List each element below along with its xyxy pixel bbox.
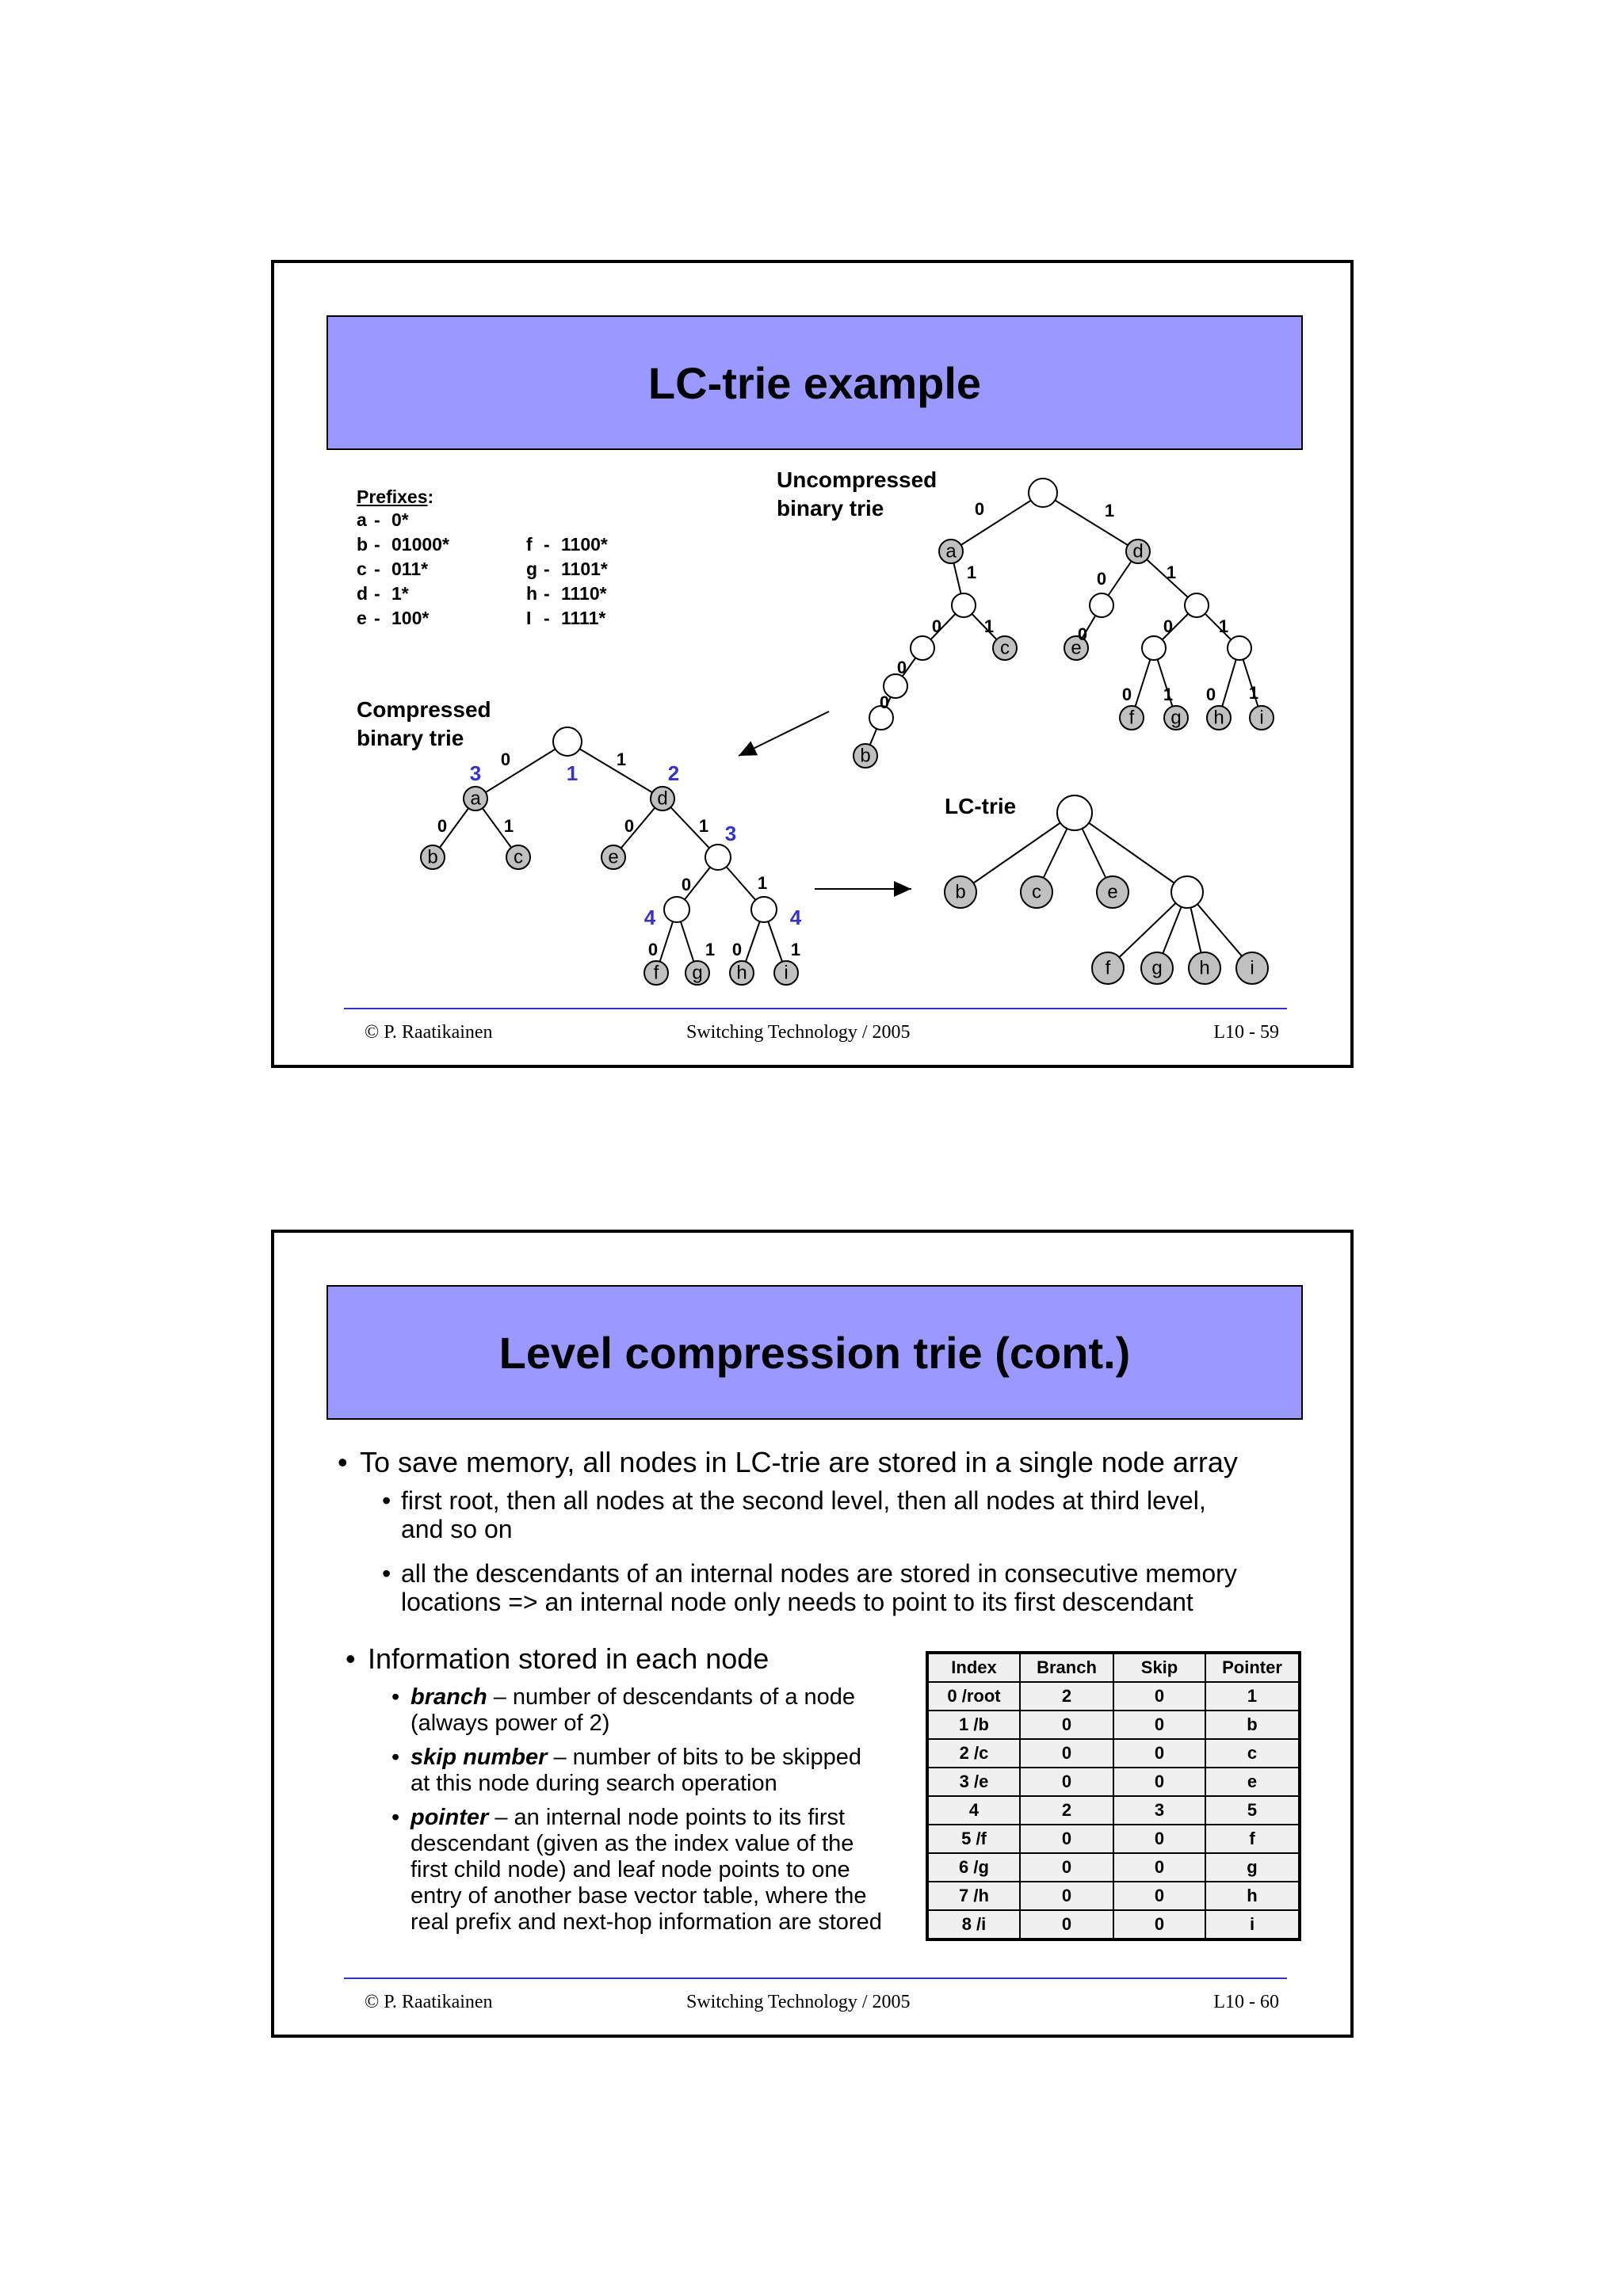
edge-label: 1 bbox=[705, 939, 716, 959]
prefix-sep: - bbox=[544, 534, 550, 555]
prefix-name: a bbox=[357, 509, 367, 530]
table-cell: 0 bbox=[1113, 1825, 1205, 1853]
prefix-value: 1* bbox=[391, 583, 409, 604]
leaf-node-label: b bbox=[860, 745, 871, 767]
leaf-node-label: b bbox=[955, 881, 966, 903]
table-row bbox=[927, 1768, 1300, 1796]
table-cell: 0 bbox=[1020, 1825, 1113, 1853]
prefix-name: d bbox=[357, 583, 369, 604]
internal-node bbox=[1142, 636, 1166, 660]
table-row bbox=[927, 1853, 1300, 1882]
leaf-node-label: c bbox=[1032, 881, 1041, 903]
prefix-value: 1101* bbox=[561, 559, 608, 579]
internal-node bbox=[553, 727, 582, 756]
internal-node bbox=[1185, 593, 1209, 617]
bullet-node-array: To save memory, all nodes in LC-trie are stored in a single node array bbox=[360, 1446, 1238, 1478]
prefix-sep: - bbox=[374, 534, 380, 555]
table-cell: 0 bbox=[1113, 1682, 1205, 1711]
prefix-header: Prefixes: bbox=[357, 486, 434, 507]
table-cell: 5 /f bbox=[927, 1825, 1020, 1853]
bullet-marker: • bbox=[338, 1446, 348, 1478]
table-cell: b bbox=[1205, 1711, 1300, 1739]
table-cell: 0 bbox=[1113, 1910, 1205, 1939]
table-cell: g bbox=[1205, 1853, 1300, 1882]
edge-label: 1 bbox=[1163, 684, 1174, 704]
edge-label: 0 bbox=[1077, 624, 1088, 644]
edge-label: 1 bbox=[1104, 500, 1115, 521]
table-cell: 0 bbox=[1113, 1711, 1205, 1739]
table-row bbox=[927, 1682, 1300, 1711]
table-cell: 0 bbox=[1113, 1768, 1205, 1796]
prefix-value: 0* bbox=[391, 509, 409, 530]
edge-label: 0 bbox=[1096, 568, 1107, 589]
edge-label: 1 bbox=[966, 562, 977, 582]
trie-edge bbox=[1043, 493, 1138, 551]
prefix-sep: - bbox=[544, 559, 550, 579]
prefix-name: c bbox=[357, 559, 367, 579]
prefix-sep: - bbox=[374, 608, 380, 628]
edge-label: 1 bbox=[757, 872, 768, 893]
edge-label: 0 bbox=[974, 498, 985, 519]
edge-label: 1 bbox=[983, 616, 995, 636]
table-cell: e bbox=[1205, 1768, 1300, 1796]
leaf-node-label: g bbox=[1170, 707, 1182, 729]
table-row bbox=[927, 1825, 1300, 1853]
prefix-name: h bbox=[526, 583, 538, 604]
prefix-name: I bbox=[526, 608, 532, 628]
table-cell: 3 /e bbox=[927, 1768, 1020, 1796]
slide-level-compression-trie bbox=[271, 1230, 1354, 2038]
leaf-node-label: f bbox=[1128, 707, 1135, 729]
edge-label: 1 bbox=[503, 815, 514, 836]
col-header-pointer: Pointer bbox=[1205, 1653, 1300, 1682]
leaf-node-label: e bbox=[1071, 637, 1082, 659]
footer-rule bbox=[344, 1978, 1287, 1979]
leaf-node-label: d bbox=[1132, 540, 1144, 563]
table-cell: 5 bbox=[1205, 1796, 1300, 1825]
skip-number: 3 bbox=[724, 821, 737, 845]
skip-number: 1 bbox=[566, 761, 579, 785]
footer-page-number: L10 - 60 bbox=[1213, 1992, 1279, 2012]
slide-lc-trie-example bbox=[271, 260, 1354, 1068]
table-cell: 0 bbox=[1113, 1853, 1205, 1882]
table-cell: 2 /c bbox=[927, 1739, 1020, 1768]
bullet-marker: • bbox=[391, 1805, 400, 1830]
slide-title: LC-trie example bbox=[647, 357, 982, 408]
table-cell: 0 bbox=[1113, 1882, 1205, 1910]
internal-node bbox=[664, 897, 689, 922]
footer-page-number: L10 - 59 bbox=[1213, 1022, 1279, 1043]
transform-arrow-head bbox=[894, 881, 911, 897]
leaf-node-label: h bbox=[1213, 707, 1224, 729]
table-cell: 0 bbox=[1020, 1882, 1113, 1910]
edge-label: 1 bbox=[1248, 682, 1259, 703]
leaf-node-label: f bbox=[653, 962, 659, 984]
footer-rule bbox=[344, 1008, 1287, 1009]
table-cell: 0 /root bbox=[927, 1682, 1020, 1711]
lc-trie-label: LC-trie bbox=[945, 794, 1017, 818]
table-cell: 1 bbox=[1205, 1682, 1300, 1711]
internal-node bbox=[705, 845, 731, 870]
leaf-node-label: h bbox=[736, 962, 747, 984]
edge-label: 0 bbox=[1121, 684, 1132, 704]
col-header-skip: Skip bbox=[1113, 1653, 1205, 1682]
leaf-node-label: c bbox=[1000, 637, 1010, 659]
leaf-node-label: c bbox=[514, 846, 523, 868]
skip-number: 4 bbox=[789, 905, 802, 929]
edge-label: 1 bbox=[1166, 562, 1177, 582]
table-row bbox=[927, 1796, 1300, 1825]
bullet-marker: • bbox=[382, 1559, 391, 1588]
edge-label: 0 bbox=[437, 815, 448, 836]
edge-label: 1 bbox=[1218, 616, 1229, 636]
leaf-node-label: h bbox=[1199, 957, 1210, 979]
table-row bbox=[927, 1739, 1300, 1768]
table-cell: 0 bbox=[1113, 1739, 1205, 1768]
table-cell: h bbox=[1205, 1882, 1300, 1910]
bullet-marker: • bbox=[382, 1486, 391, 1515]
edge-label: 0 bbox=[1205, 684, 1216, 704]
skip-number: 3 bbox=[469, 761, 482, 785]
sub-bullet-branch: branch – number of descendants of a node (always power of 2) bbox=[411, 1684, 856, 1736]
leaf-node-label: a bbox=[470, 788, 481, 810]
table-cell: 1 /b bbox=[927, 1711, 1020, 1739]
col-header-branch: Branch bbox=[1020, 1653, 1113, 1682]
table-cell: 4 bbox=[927, 1796, 1020, 1825]
footer-course: Switching Technology / 2005 bbox=[686, 1992, 911, 2012]
node-array-table bbox=[926, 1651, 1301, 1941]
trie-edge bbox=[475, 742, 567, 799]
internal-node bbox=[952, 593, 976, 617]
edge-label: 0 bbox=[931, 616, 942, 636]
edge-label: 0 bbox=[879, 692, 890, 712]
slide-title: Level compression trie (cont.) bbox=[498, 1327, 1131, 1378]
table-row bbox=[927, 1910, 1300, 1939]
internal-node bbox=[911, 636, 934, 660]
leaf-node-label: i bbox=[1250, 957, 1254, 979]
prefix-value: 1110* bbox=[561, 583, 607, 604]
bullet-marker: • bbox=[391, 1684, 400, 1710]
table-cell: 6 /g bbox=[927, 1853, 1020, 1882]
table-cell: 7 /h bbox=[927, 1882, 1020, 1910]
trie-edge bbox=[567, 742, 663, 799]
leaf-node-label: e bbox=[1107, 881, 1118, 903]
table-cell: 0 bbox=[1020, 1739, 1113, 1768]
bullet-marker: • bbox=[391, 1745, 400, 1770]
table-cell: 0 bbox=[1020, 1711, 1113, 1739]
internal-node bbox=[751, 897, 777, 922]
skip-number: 4 bbox=[643, 905, 656, 929]
footer-author: © P. Raatikainen bbox=[365, 1992, 493, 2012]
sub-bullet-pointer: pointer – an internal node points to its first descendant (given as the index value of the first child node) and leaf node points to one entry of another base vector table, where the real prefix and next-hop information are stored bbox=[411, 1805, 882, 1935]
compressed-trie-label: Compressed binary trie bbox=[357, 697, 491, 750]
prefix-sep: - bbox=[374, 583, 380, 604]
prefix-value: 100* bbox=[391, 608, 430, 628]
edge-label: 0 bbox=[1163, 616, 1174, 636]
prefix-value: 1111* bbox=[561, 608, 606, 628]
uncompressed-trie-label: Uncompressed binary trie bbox=[777, 467, 938, 521]
slide-title-bar bbox=[327, 1285, 1303, 1420]
footer-author: © P. Raatikainen bbox=[365, 1022, 493, 1043]
leaf-node-label: f bbox=[1105, 957, 1111, 979]
table-cell: c bbox=[1205, 1739, 1300, 1768]
edge-label: 1 bbox=[698, 815, 709, 836]
prefix-name: e bbox=[357, 608, 367, 628]
table-cell: 0 bbox=[1020, 1768, 1113, 1796]
prefix-sep: - bbox=[544, 583, 550, 604]
table-cell: 8 /i bbox=[927, 1910, 1020, 1939]
sub-bullet-skip: skip number – number of bits to be skipped at this node during search operation bbox=[411, 1745, 862, 1796]
table-cell: f bbox=[1205, 1825, 1300, 1853]
col-header-index: Index bbox=[927, 1653, 1020, 1682]
prefix-value: 01000* bbox=[391, 534, 449, 555]
prefix-value: 1100* bbox=[561, 534, 608, 555]
table-cell: 2 bbox=[1020, 1796, 1113, 1825]
skip-number: 2 bbox=[667, 761, 680, 785]
edge-label: 0 bbox=[647, 939, 659, 959]
internal-node bbox=[1057, 795, 1092, 830]
leaf-node-label: d bbox=[657, 788, 668, 810]
table-cell: 2 bbox=[1020, 1682, 1113, 1711]
internal-node bbox=[1029, 479, 1057, 507]
table-cell: i bbox=[1205, 1910, 1300, 1939]
leaf-node-label: b bbox=[427, 846, 438, 868]
sub-bullet-consecutive: all the descendants of an internal nodes are stored in consecutive memory locations => an internal node only needs to point to its first descendant bbox=[401, 1559, 1237, 1616]
bullet-marker: • bbox=[346, 1642, 356, 1675]
footer-course: Switching Technology / 2005 bbox=[686, 1022, 911, 1043]
leaf-node-label: i bbox=[784, 962, 789, 984]
edge-label: 0 bbox=[896, 657, 907, 677]
edge-label: 1 bbox=[790, 939, 801, 959]
internal-node bbox=[1228, 636, 1251, 660]
table-row bbox=[927, 1882, 1300, 1910]
table-row bbox=[927, 1711, 1300, 1739]
table-cell: 0 bbox=[1020, 1853, 1113, 1882]
leaf-node-label: e bbox=[608, 846, 619, 868]
leaf-node-label: g bbox=[1151, 957, 1163, 979]
edge-label: 0 bbox=[624, 815, 635, 836]
prefix-name: f bbox=[526, 534, 533, 555]
table-cell: 0 bbox=[1020, 1910, 1113, 1939]
trie-edge bbox=[1075, 813, 1187, 892]
prefix-sep: - bbox=[374, 559, 380, 579]
trie-diagrams bbox=[274, 263, 1357, 1071]
internal-node bbox=[1090, 593, 1113, 617]
prefix-sep: - bbox=[374, 509, 380, 530]
sub-bullet-level-order: first root, then all nodes at the second level, then all nodes at third level, and so on bbox=[401, 1486, 1206, 1543]
table-header-row bbox=[927, 1653, 1300, 1682]
leaf-node-label: i bbox=[1259, 707, 1264, 729]
edge-label: 1 bbox=[616, 749, 627, 769]
bullet-node-info: Information stored in each node bbox=[368, 1642, 769, 1675]
prefix-name: g bbox=[526, 559, 538, 579]
prefix-name: b bbox=[357, 534, 369, 555]
trie-edge bbox=[951, 493, 1043, 551]
prefix-sep: - bbox=[544, 608, 550, 628]
edge-label: 0 bbox=[731, 939, 743, 959]
trie-edge bbox=[960, 813, 1075, 892]
prefix-value: 011* bbox=[391, 559, 429, 579]
leaf-node-label: a bbox=[945, 540, 957, 563]
edge-label: 0 bbox=[681, 874, 692, 894]
leaf-node-label: g bbox=[692, 962, 703, 984]
edge-label: 0 bbox=[500, 749, 511, 769]
internal-node bbox=[1171, 876, 1203, 908]
table-cell: 3 bbox=[1113, 1796, 1205, 1825]
